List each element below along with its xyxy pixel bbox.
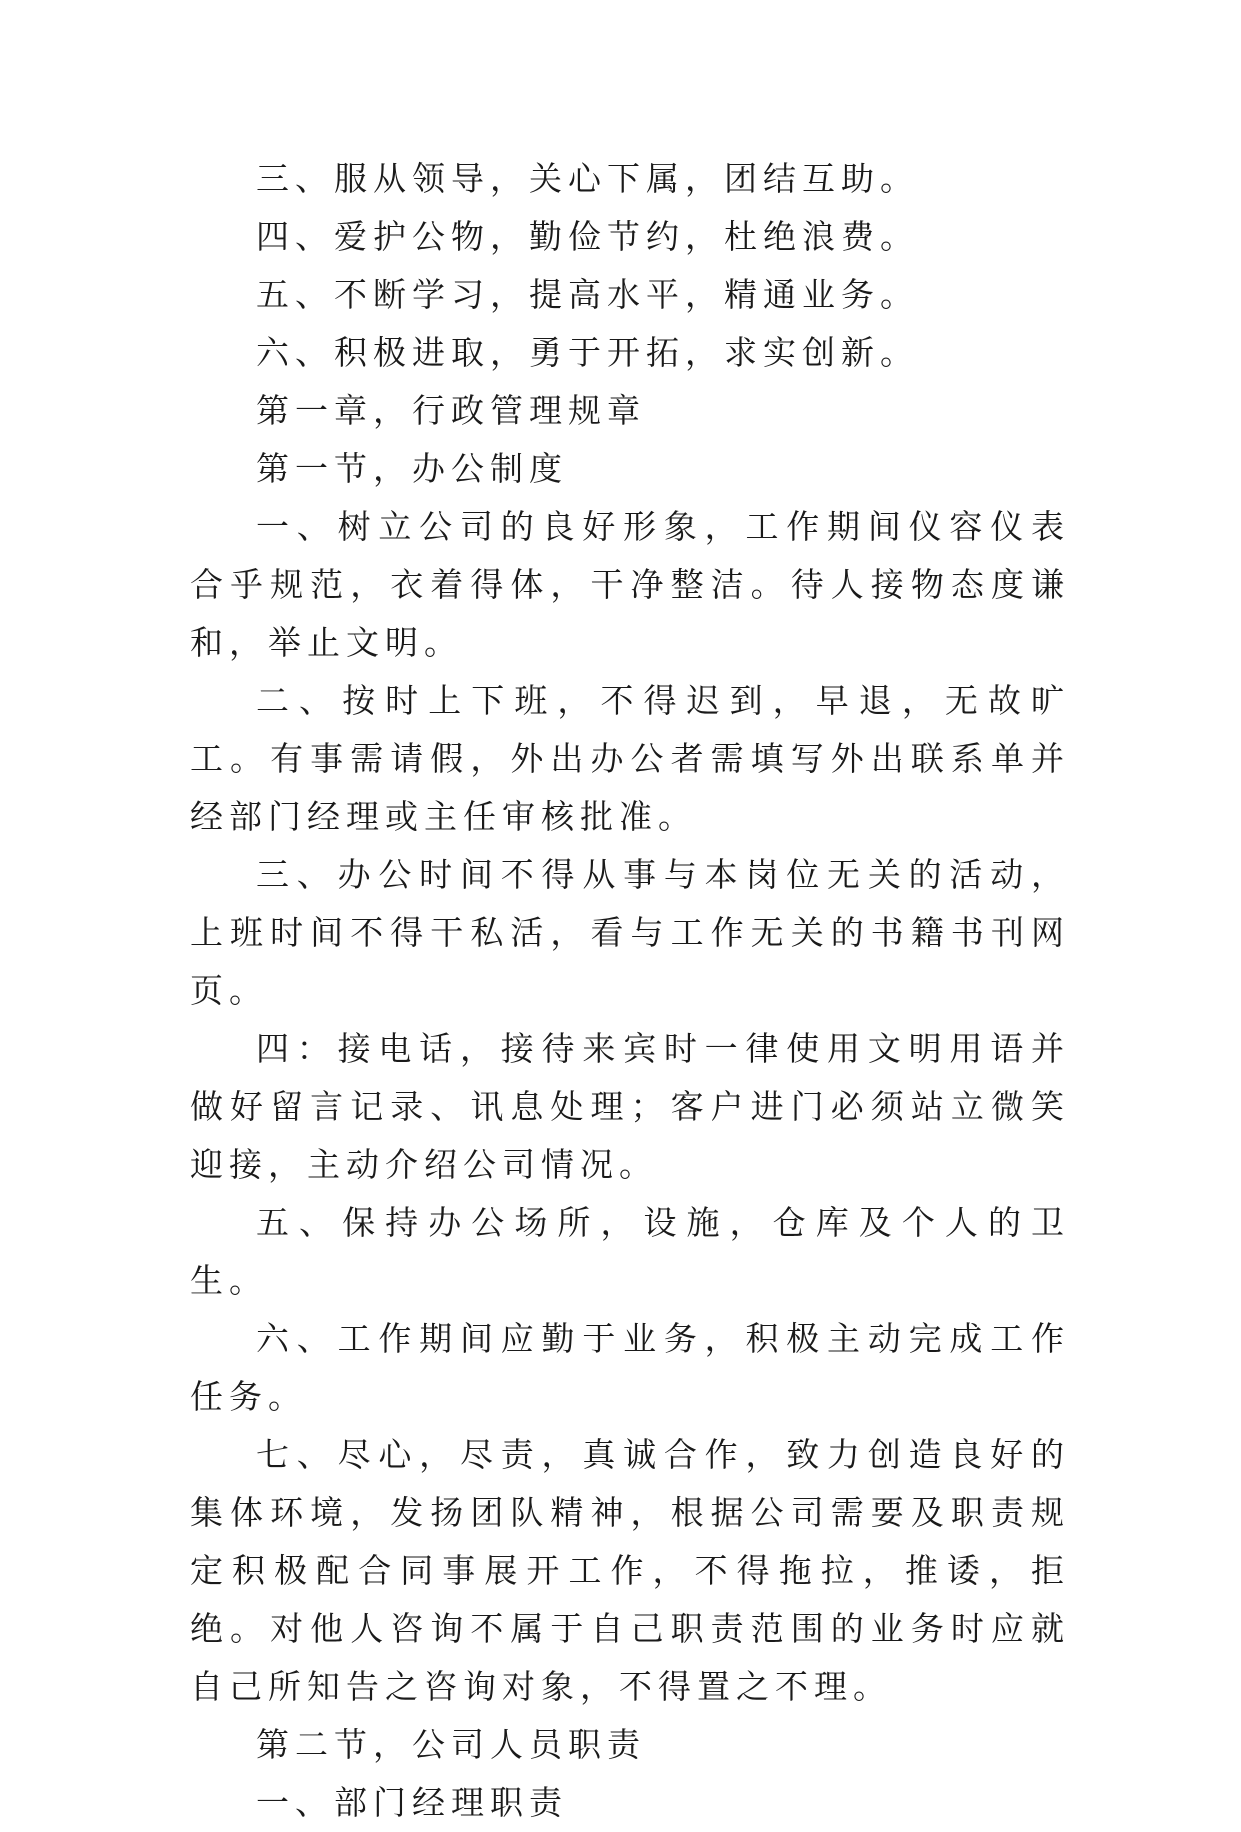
office-rule-5: 五、保持办公场所，设施，仓库及个人的卫生。 — [190, 1203, 1070, 1300]
section-heading-office: 第一节，办公制度 — [256, 449, 568, 488]
chapter-heading: 第一章，行政管理规章 — [256, 391, 646, 430]
office-rule-4: 四：接电话，接待来宾时一律使用文明用语并做好留言记录、讯息处理；客户进门必须站立微笑迎接，主动介绍公司情况。 — [190, 1029, 1070, 1184]
office-rule-7: 七、尽心，尽责，真诚合作，致力创造良好的集体环境，发扬团队精神，根据公司需要及职责规定积极配合同事展开工作，不得拖拉，推诿，拒绝。对他人咨询不属于自己职责范围的业务时应就自己所知告之咨询对象，不得置之不理。 — [190, 1435, 1070, 1706]
office-rule-2: 二、按时上下班，不得迟到，早退，无故旷工。有事需请假，外出办公者需填写外出联系单并经部门经理或主任审核批准。 — [190, 681, 1070, 836]
paragraph-rule-4: 四、爱护公物，勤俭节约，杜绝浪费。 — [256, 217, 919, 256]
office-rule-6: 六、工作期间应勤于业务，积极主动完成工作任务。 — [190, 1319, 1070, 1416]
office-rule-3: 三、办公时间不得从事与本岗位无关的活动，上班时间不得干私活，看与工作无关的书籍书刊网页。 — [190, 855, 1070, 1010]
paragraph-rule-6: 六、积极进取，勇于开拓，求实创新。 — [256, 333, 919, 372]
duty-heading-manager: 一、部门经理职责 — [256, 1783, 568, 1822]
paragraph-rule-3: 三、服从领导，关心下属，团结互助。 — [256, 159, 919, 198]
section-heading-duties: 第二节，公司人员职责 — [256, 1725, 646, 1764]
document-body — [190, 150, 1070, 1832]
office-rule-1: 一、树立公司的良好形象，工作期间仪容仪表合乎规范，衣着得体，干净整洁。待人接物态度谦和，举止文明。 — [190, 507, 1070, 662]
paragraph-rule-5: 五、不断学习，提高水平，精通业务。 — [256, 275, 919, 314]
